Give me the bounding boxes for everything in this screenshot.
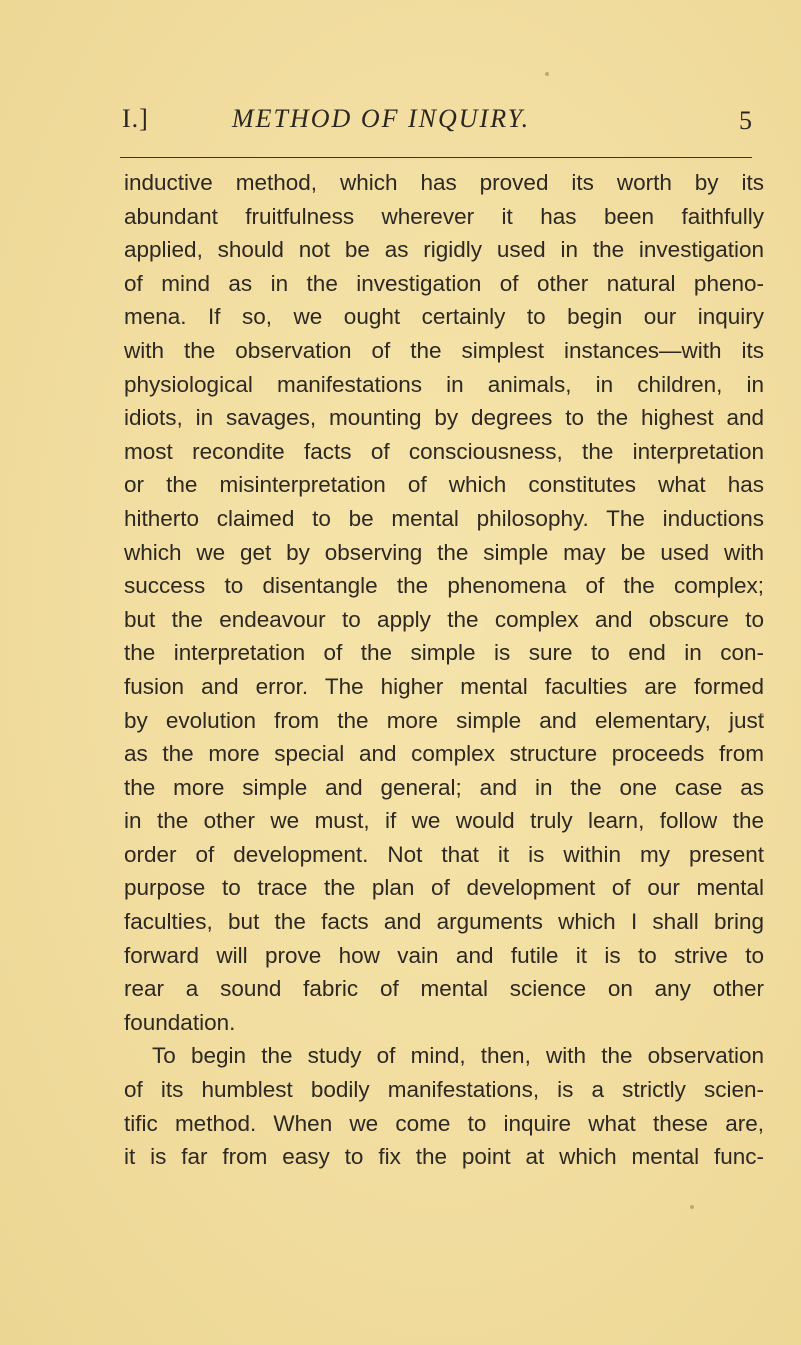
text-line: with the observation of the simplest instances—with its [124, 337, 764, 363]
text-line: most recondite facts of consciousness, the interpretation [124, 438, 764, 464]
text-line: rear a sound fabric of mental science on any other [124, 976, 764, 1002]
running-title: METHOD OF INQUIRY. [232, 104, 531, 133]
text-line: faculties, but the facts and arguments which I shall bring [124, 909, 764, 935]
running-header [122, 104, 752, 144]
text-line: of mind as in the investigation of other natural pheno- [124, 270, 764, 296]
text-line: fusion and error. The higher mental faculties are formed [124, 673, 764, 699]
text-line: foundation. [124, 1009, 236, 1035]
paper-speck [690, 1205, 694, 1209]
text-line: of its humblest bodily manifestations, is a strictly scien- [124, 1077, 764, 1103]
paper-speck [545, 72, 549, 76]
chapter-marker: I.] [122, 104, 149, 133]
paper-speck [760, 713, 764, 717]
text-line: by evolution from the more simple and elementary, just [124, 707, 764, 733]
text-line: it is far from easy to fix the point at which mental func- [124, 1144, 764, 1170]
text-line: the interpretation of the simple is sure to end in con- [124, 640, 764, 666]
text-line: but the endeavour to apply the complex and obscure to [124, 606, 764, 632]
text-line: which we get by observing the simple may be used with [124, 539, 764, 565]
body-text [124, 166, 764, 1174]
text-line: idiots, in savages, mounting by degrees to the highest and [124, 405, 764, 431]
text-line: in the other we must, if we would truly learn, follow the [124, 808, 764, 834]
text-line: hitherto claimed to be mental philosophy. The inductions [124, 505, 764, 531]
text-line: purpose to trace the plan of development of our mental [124, 875, 764, 901]
text-line: mena. If so, we ought certainly to begin our inquiry [124, 304, 764, 330]
header-rule [120, 157, 752, 158]
text-line: applied, should not be as rigidly used in the investigation [124, 237, 764, 263]
text-line: success to disentangle the phenomena of the complex; [124, 573, 764, 599]
text-line: inductive method, which has proved its worth by its [124, 170, 764, 195]
text-line: as the more special and complex structure proceeds from [124, 741, 764, 767]
paper-speck [717, 321, 721, 325]
text-line: abundant fruitfulness wherever it has been faithfully [124, 203, 764, 229]
text-line: tific method. When we come to inquire what these are, [124, 1110, 764, 1136]
text-line: or the misinterpretation of which constitutes what has [124, 472, 764, 498]
text-line: order of development. Not that it is within my present [124, 841, 764, 867]
text-line: forward will prove how vain and futile it is to strive to [124, 942, 764, 968]
text-line: the more simple and general; and in the one case as [124, 774, 764, 800]
text-line: physiological manifestations in animals, in children, in [124, 371, 764, 397]
paragraph-first-line: To begin the study of mind, then, with the observation [152, 1043, 764, 1069]
page-number: 5 [739, 106, 752, 135]
